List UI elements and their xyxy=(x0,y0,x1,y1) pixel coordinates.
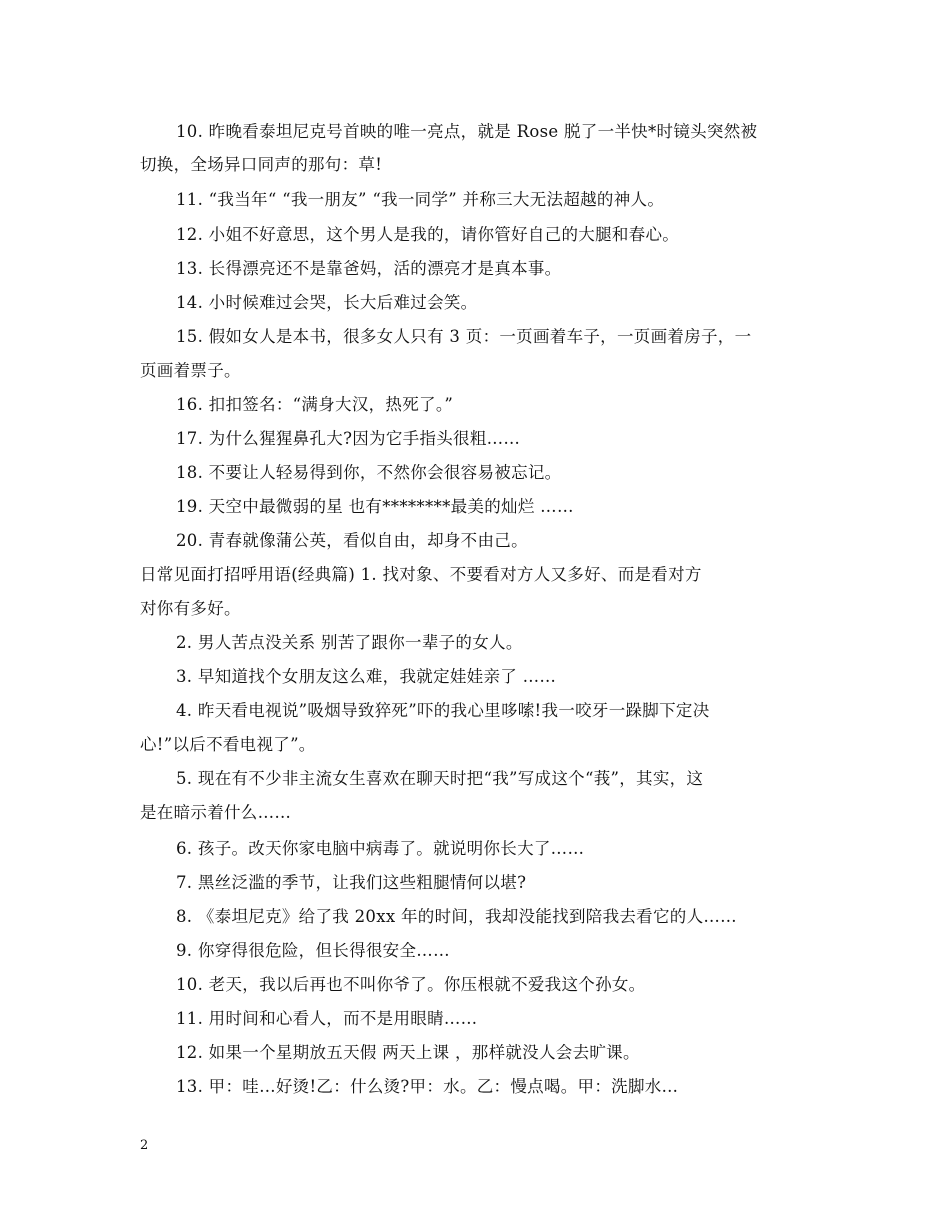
page-number: 2 xyxy=(140,1138,149,1153)
text-line: 8. 《泰坦尼克》给了我 20xx 年的时间，我却没能找到陪我去看它的人…… xyxy=(176,907,737,926)
text-line: 13. 长得漂亮还不是靠爸妈，活的漂亮才是真本事。 xyxy=(176,259,562,278)
text-line: 15. 假如女人是本书，很多女人只有 3 页：一页画着车子，一页画着房子，一 xyxy=(176,327,752,346)
text-line: 14. 小时候难过会哭，长大后难过会笑。 xyxy=(176,293,478,312)
text-line: 3. 早知道找个女朋友这么难，我就定娃娃亲了 …… xyxy=(176,667,557,686)
text-line: 12. 小姐不好意思，这个男人是我的，请你管好自己的大腿和春心。 xyxy=(176,225,680,244)
text-line: 9. 你穿得很危险，但长得很安全…… xyxy=(176,941,450,960)
text-line: 日常见面打招呼用语(经典篇) 1. 找对象、不要看对方人又多好、而是看对方 xyxy=(140,565,702,584)
text-line: 切换，全场异口同声的那句：草! xyxy=(140,155,383,174)
text-line: 12. 如果一个星期放五天假 两天上课 ，那样就没人会去旷课。 xyxy=(176,1043,640,1062)
text-line: 11. “我当年“ “我一朋友” “我一同学” 并称三大无法超越的神人。 xyxy=(176,190,665,209)
text-line: 20. 青春就像蒲公英，看似自由，却身不由己。 xyxy=(176,531,528,550)
text-line: 是在暗示着什么…… xyxy=(140,803,292,822)
text-line: 6. 孩子。改天你家电脑中病毒了。就说明你长大了…… xyxy=(176,839,585,858)
text-line: 5. 现在有不少非主流女生喜欢在聊天时把“我”写成这个“莪”，其实，这 xyxy=(176,769,704,788)
text-line: 心!”以后不看电视了”。 xyxy=(140,735,316,754)
text-line: 10. 老天，我以后再也不叫你爷了。你压根就不爱我这个孙女。 xyxy=(176,975,646,994)
text-line: 对你有多好。 xyxy=(140,599,241,618)
text-line: 16. 扣扣签名：“满身大汉，热死了。” xyxy=(176,395,454,414)
text-line: 4. 昨天看电视说”吸烟导致猝死”吓的我心里哆嗦!我一咬牙一跺脚下定决 xyxy=(176,701,710,720)
text-line: 18. 不要让人轻易得到你，不然你会很容易被忘记。 xyxy=(176,463,562,482)
text-line: 7. 黑丝泛滥的季节，让我们这些粗腿情何以堪? xyxy=(176,873,527,892)
text-line: 11. 用时间和心看人，而不是用眼睛…… xyxy=(176,1009,478,1028)
text-line: 10. 昨晚看泰坦尼克号首映的唯一亮点，就是 Rose 脱了一半快*时镜头突然被 xyxy=(176,122,758,141)
text-line: 13. 甲：哇…好烫!乙：什么烫?甲：水。乙：慢点喝。甲：洗脚水… xyxy=(176,1077,679,1096)
text-line: 19. 天空中最微弱的星 也有********最美的灿烂 …… xyxy=(176,497,574,516)
text-line: 17. 为什么猩猩鼻孔大?因为它手指头很粗…… xyxy=(176,429,521,448)
text-line: 页画着票子。 xyxy=(140,361,241,380)
text-line: 2. 男人苦点没关系 别苦了跟你一辈子的女人。 xyxy=(176,633,523,652)
